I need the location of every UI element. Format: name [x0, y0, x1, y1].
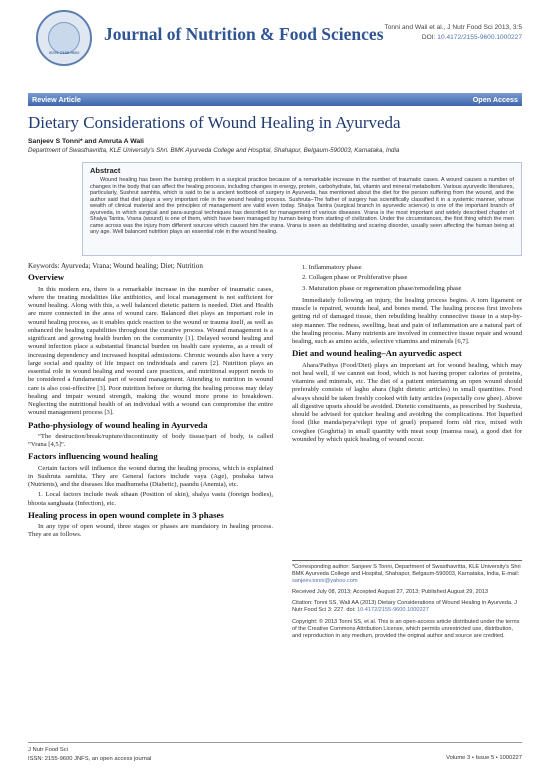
- author-affiliation: Department of Swasthavritta, KLE University's Shri. BMK Ayurveda College and Hospital, Shahapur, Belgaum-590003, Karnataka, India: [28, 147, 400, 154]
- healing-paragraph: Immediately following an injury, the healing process begins. A torn ligament or muscle is repaired, wounds heal, and bones mend. The healing process first involves getting rid of damaged tissue, then rebuilding healthy connective tissue in a step-by-step manner. The redness, swelling, heat and pain of inflammation are a natural part of the healing process. Many nutrients are involved in connective tissue repair and wound healing, such as amino acids, selective vitamins and minerals [6,7].: [292, 296, 522, 345]
- footer-journal-abbrev: J Nutr Food Sci: [28, 747, 68, 753]
- citation-info: [292, 600, 522, 614]
- article-type-band: [28, 93, 522, 106]
- corresponding-text: *Corresponding author: Sanjeev S Tonni, Department of Swasthavritta, KLE University's Shri BMK Ayurveda College and Hospital, Shahapur, Belgaum-590003, Karnataka, India, E-mail:: [292, 564, 521, 578]
- diet-paragraph: Ahara/Pathya (Food/Diet) plays an important art for wound healing, which may not heal well, if we cannot eat food, which is not having proper calories of proteins, vitamins and minerals, etc. The diet of a patient entertaining an open wound should preferably consists of laghu ahara (light dietetic articles) in small quantities. Food always should be taken freshly cooked with fatty articles (especially cow ghee). Above all digestive upsets should be avoided. Dietetic constituents, as prescribed by Sushruta, should be advised for quicker healing and avoiding the complications. Hot liquefied food (like manda/peya/vilepi type of gruel) prepared form old rice, mixed with cowghee (Goghrita) in small quantity with meat soup (mamsa rasa), a good diet for wounded by which quick healing of wound occur.: [292, 361, 522, 443]
- keywords: Keywords: Ayurveda; Vrana; Wound healing; Diet; Nutrition: [28, 262, 203, 270]
- left-column: [28, 262, 273, 732]
- abstract-box: [82, 162, 522, 256]
- diet-heading: Diet and wound healing–An ayurvedic aspect: [292, 348, 462, 359]
- healing-process-paragraph: In any type of open wound, three stages or phases are mandatory in healing process. They are as follows.: [28, 523, 273, 539]
- doi-link[interactable]: 10.4172/2155-9600.1000227: [437, 34, 522, 41]
- abstract-heading: Abstract: [90, 166, 121, 175]
- journal-logo: [36, 10, 92, 66]
- article-title: Dietary Considerations of Wound Healing in Ayurveda: [28, 113, 401, 132]
- phase-item: 2. Collagen phase or Proliferative phase: [302, 274, 408, 282]
- journal-header: [0, 0, 550, 84]
- journal-name: Journal of Nutrition & Food Sciences: [104, 24, 384, 44]
- overview-paragraph: In this modern era, there is a remarkable increase in the number of traumatic cases, where the treating modalities like antibiotics, and local management is not sufficient for wound healing. Along with this, a well balanced dietetic pattern is needed. Diet and Health are more connected in the area of wound care. Balanced diet plays an important role in wound healing process, as it enables quick reaction to the wound or trauma itself, as well as enhanced the healing capabilities throughout the curative process. Wound management is a significant and growing health burden on the community [1]. Delayed wound healing and wound infection place a substantial financial burden on health care systems, as a result of increasing dependency and increased hospital admissions. Chronic wounds also have a very large social and quality of life impact on individuals and carers [2]. Nutrition plays an essential role in wound healing and wound care practices, and nutritional support needs to be considered a fundamental part of wound management. Attending to nutrition in wound care is also cost-effective [3]. Poor nutrition before or during the healing process may delay healing and impair wound strength, making the wound more prone to breakdown. Neglecting the nutritional health of an individual with a wound can compromise the entire wound management process [3].: [28, 285, 273, 417]
- factors-list-item: 1. Local factors include twak sthaan (Position of skin), shalya vastu (foreign bodies), bhoota sanghaata (Infection), etc.: [28, 491, 273, 507]
- article-authors: Sanjeev S Tonni* and Amruta A Wali: [28, 138, 144, 145]
- received-dates: Received July 08, 2013; Accepted August 27, 2013; Published August 29, 2013: [292, 589, 488, 596]
- article-type-label: Review Article: [32, 95, 81, 104]
- email-link[interactable]: sanjeev.tonni@yahoo.com: [292, 578, 358, 585]
- factors-heading: Factors influencing wound healing: [28, 451, 158, 462]
- healing-process-heading: Healing process in open wound complete in 3 phases: [28, 509, 224, 520]
- right-column: [292, 262, 522, 557]
- footer-journal-info: [28, 746, 151, 764]
- footer-volume: Volume 3 • Issue 5 • 1000227: [446, 755, 522, 761]
- article-info-box: [292, 560, 522, 734]
- factors-paragraph: Certain factors will influence the wound during the healing process, which is explained in Sushruta samhita. They are General factors include vaya (Age), poshaka tatwa (Nutrients), and the diseases like madhumeha (Diabetic), paandu (Anemia), etc.: [28, 464, 273, 488]
- phase-item: 3. Maturation phase or regeneration phase/remodeling phase: [302, 284, 462, 292]
- abstract-text: Wound healing has been the burning problem in a surgical practice because of a remarkable increase in the number of traumatic cases. A wound causes a number of changes in the body that can affect the healing process, including changes in energy, protein, carbohydrate, fat, vitamin and mineral metabolism. Various ayurvedic literatures, particularly, Sushrut samhita, which is said to be a ancient textbook of surgery in Ayurveda, has mentioned about the diet for the person suffering from the wound, and the author said that diet plays a very important role in the wound healing process. Sushruta–The father of surgery has scientifically classified it in a systemic manner, whose wealth of clinical material and the principles of management are valid even today. Shalya Tantra (surgical branch in ayurvedic science) is one of the important branch of ayurveda, in which surgical and para-surgical techniques has described for management of various diseases. Vrana is the most important and widely described chapter of Shalya Tantra. Vrana (wound) is one of them, which have been managed by human being from starting of civilization. Under the circumstances, the first thing which the men came across was the injury from different sources which caused him the vrana. Vrana is seen as debilitating and scaring disorder, usually seen affecting the human being at any age. Well balanced nutrition plays an essential role in the wound healing.: [90, 177, 514, 235]
- copyright-notice: Copyright: © 2013 Tonni SS, et al. This is an open-access article distributed under the terms of the Creative Commons Attribution License, which permits unrestricted use, distribution, and reproduction in any medium, provided the original author and source are credited.: [292, 618, 520, 639]
- phase-list: [292, 264, 522, 293]
- citation-doi-link[interactable]: 10.4172/2155-9600.1000227: [356, 607, 429, 614]
- doi-label: DOI:: [421, 34, 438, 41]
- citation-line: Tonni and Wali et al., J Nutr Food Sci 2013, 3:5: [384, 24, 522, 31]
- corresponding-author: [292, 564, 522, 585]
- pathophysiology-paragraph: “The destruction/break/rupture/discontinuity of body tissue/part of body, is called “Vrana [4,5]”.: [28, 432, 273, 448]
- overview-heading: Overview: [28, 272, 65, 283]
- phase-item: 1. Inflammatory phase: [302, 264, 362, 271]
- citation-text: Citation: Tonni SS, Wali AA (2013) Dietary Considerations of Wound Healing in Ayurveda. J Nutr Food Sci 3: 227. doi:: [292, 600, 517, 614]
- footer-divider: [28, 742, 522, 743]
- pathophysiology-heading: Patho-physiology of wound healing in Ayurveda: [28, 419, 208, 430]
- footer-issn: ISSN: 2155-9600 JNFS, an open access journal: [28, 756, 152, 762]
- doi-line: [422, 34, 522, 41]
- logo-issn: ISSN: 2155-9600: [48, 50, 80, 55]
- open-access-label: Open Access: [472, 95, 518, 104]
